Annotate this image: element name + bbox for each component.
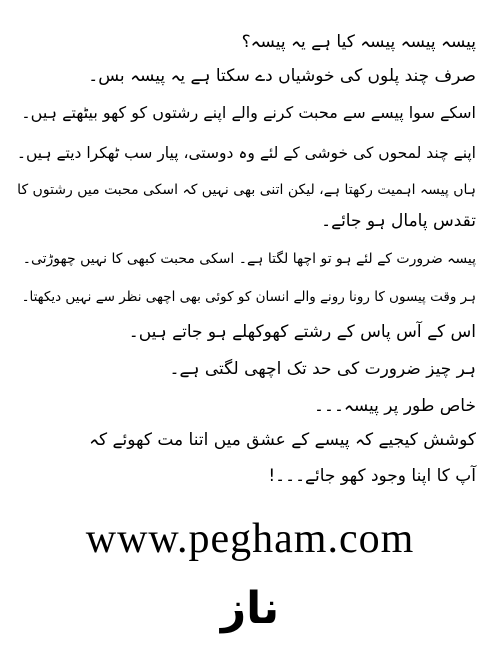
poem-line-9: اس کے آس پاس کے رشتے کھوکھلے ہو جاتے ہیں۔: [128, 322, 476, 342]
website-url: www.pegham.com: [85, 516, 415, 562]
poem-line-10: ہر چیز ضرورت کی حد تک اچھی لگتی ہے۔: [169, 359, 476, 379]
author-signature: ناز: [220, 583, 280, 634]
poem-line-4: اپنے چند لمحوں کی خوشی کے لئے وہ دوستی، پیار سب ٹھکرا دیتے ہیں۔: [16, 144, 476, 162]
poem-line-12: کوشش کیجیے کہ پیسے کے عشق میں اتنا مت کھوئے کہ: [89, 430, 476, 450]
poem-line-5: ہاں پیسہ اہمیت رکھتا ہے، لیکن اتنی بھی نہیں کہ اسکی محبت میں رشتوں کا: [17, 182, 476, 198]
poem-line-11: خاص طور پر پیسہ۔۔۔: [314, 396, 476, 416]
poem-line-13: آپ کا اپنا وجود کھو جائے۔۔۔!: [268, 466, 476, 486]
poem-line-6: تقدس پامال ہو جائے۔: [321, 211, 476, 231]
poem-line-7: پیسہ ضرورت کے لئے ہو تو اچھا لگتا ہے۔ اسکی محبت کبھی کا نہیں چھوڑتی۔: [22, 251, 476, 267]
poem-line-2: صرف چند پلوں کی خوشیاں دے سکتا ہے یہ پیسہ بس۔: [88, 66, 476, 86]
poem-line-1: پیسہ پیسہ پیسہ کیا ہے یہ پیسہ؟: [241, 32, 476, 52]
poem-line-3: اسکے سوا پیسے سے محبت کرنے والے اپنے رشتوں کو کھو بیٹھتے ہیں۔: [21, 103, 476, 122]
poem-line-8: ہر وقت پیسوں کا رونا رونے والے انسان کو کوئی بھی اچھی نظر سے نہیں دیکھتا۔: [21, 289, 476, 305]
